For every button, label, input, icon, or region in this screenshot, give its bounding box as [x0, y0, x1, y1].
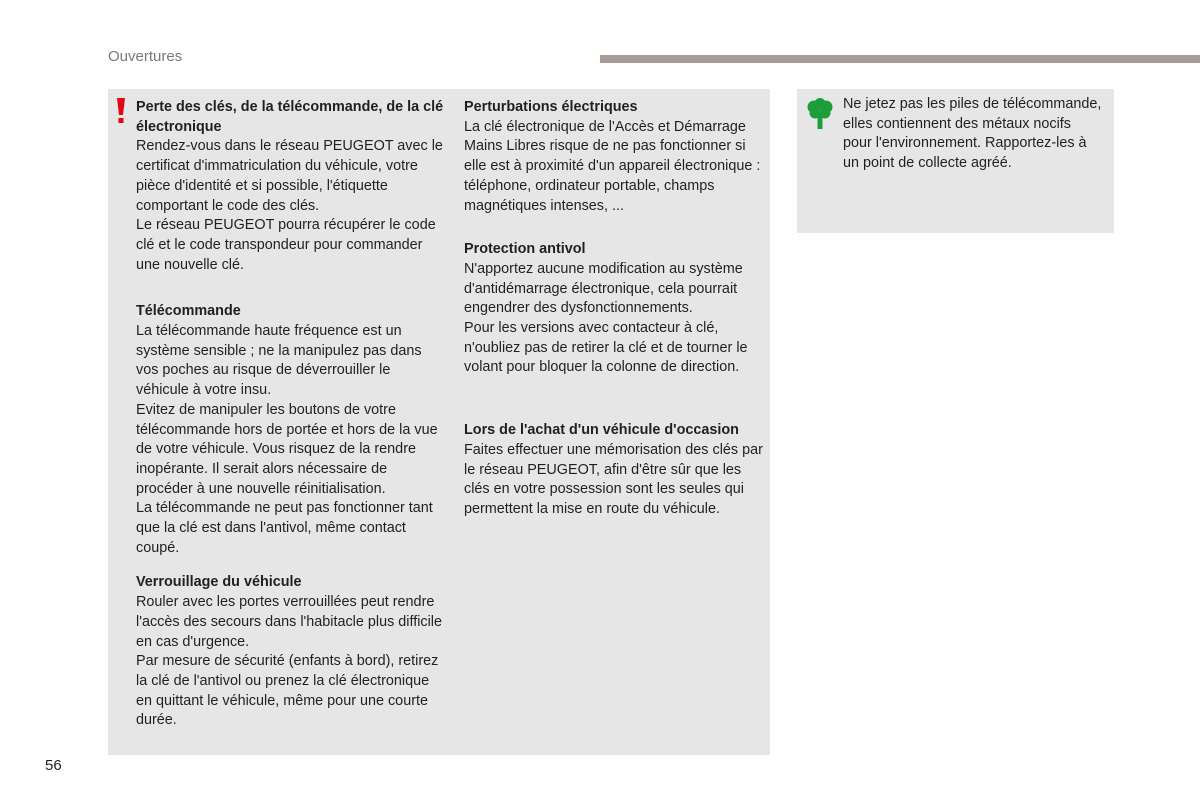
protection-paragraph: Pour les versions avec contacteur à clé, n'oubliez pas de retirer la clé et de tourner le volant pour bloquer la colonne de direction.: [464, 320, 748, 376]
verrouillage-title: Verrouillage du véhicule: [136, 574, 302, 591]
verrouillage-paragraph: Rouler avec les portes verrouillées peut rendre l'accès des secours dans l'habitacle plus difficile en cas d'urgence.: [136, 594, 442, 650]
warning-paragraph: Le réseau PEUGEOT pourra récupérer le code clé et le code transpondeur pour commander une nouvelle clé.: [136, 217, 436, 273]
middle-column: [464, 98, 764, 520]
section-title: Ouvertures: [108, 48, 183, 65]
environment-note: [843, 95, 1103, 174]
environment-text: Ne jetez pas les piles de télécommande, elles contiennent des métaux nocifs pour l'environnement. Rapportez-les à un point de collecte agréé.: [843, 96, 1102, 172]
warning-title: Perte des clés, de la télécommande, de la clé électronique: [136, 99, 444, 135]
warning-paragraph: Rendez-vous dans le réseau PEUGEOT avec le certificat d'immatriculation du véhicule, votre pièce d'identité et si possible, l'étiquette comportant le code des clés.: [136, 138, 443, 214]
protection-paragraph: N'apportez aucune modification au système d'antidémarrage électronique, cela pourrait engendrer des dysfonctionnements.: [464, 260, 743, 317]
occasion-title: Lors de l'achat d'un véhicule d'occasion: [464, 422, 739, 439]
exclamation-icon: [115, 98, 127, 124]
header-rule: [600, 55, 1200, 63]
telecommande-title: Télécommande: [136, 303, 241, 320]
telecommande-paragraph: Evitez de manipuler les boutons de votre télécommande hors de portée et hors de la vue de votre véhicule. Vous risquez de la rendre inopérante. Il serait alors nécessaire de procéder à une nouvelle réinitialisation.: [136, 401, 438, 497]
perturbations-title: Perturbations électriques: [464, 99, 638, 115]
occasion-paragraph: Faites effectuer une mémorisation des clés par le réseau PEUGEOT, afin d'être sûr que les clés en votre possession sont les seules qui permettent la mise en route du véhicule.: [464, 441, 763, 517]
protection-title: Protection antivol: [464, 241, 586, 258]
tree-icon: [806, 98, 834, 130]
telecommande-paragraph: La télécommande ne peut pas fonctionner tant que la clé est dans l'antivol, même contact coupé.: [136, 500, 433, 556]
left-column: [136, 98, 446, 731]
telecommande-paragraph: La télécommande haute fréquence est un système sensible ; ne la manipulez pas dans vos poches au risque de déverrouiller le véhicule à votre insu.: [136, 323, 422, 399]
page-number: 56: [45, 757, 62, 774]
verrouillage-paragraph: Par mesure de sécurité (enfants à bord), retirez la clé de l'antivol ou prenez la clé électronique en quittant le véhicule, même pour une courte durée.: [136, 653, 439, 729]
perturbations-paragraph: La clé électronique de l'Accès et Démarrage Mains Libres risque de ne pas fonctionner si elle est à proximité d'un appareil électronique : téléphone, ordinateur portable, champs magnétiques intenses, ...: [464, 118, 761, 214]
